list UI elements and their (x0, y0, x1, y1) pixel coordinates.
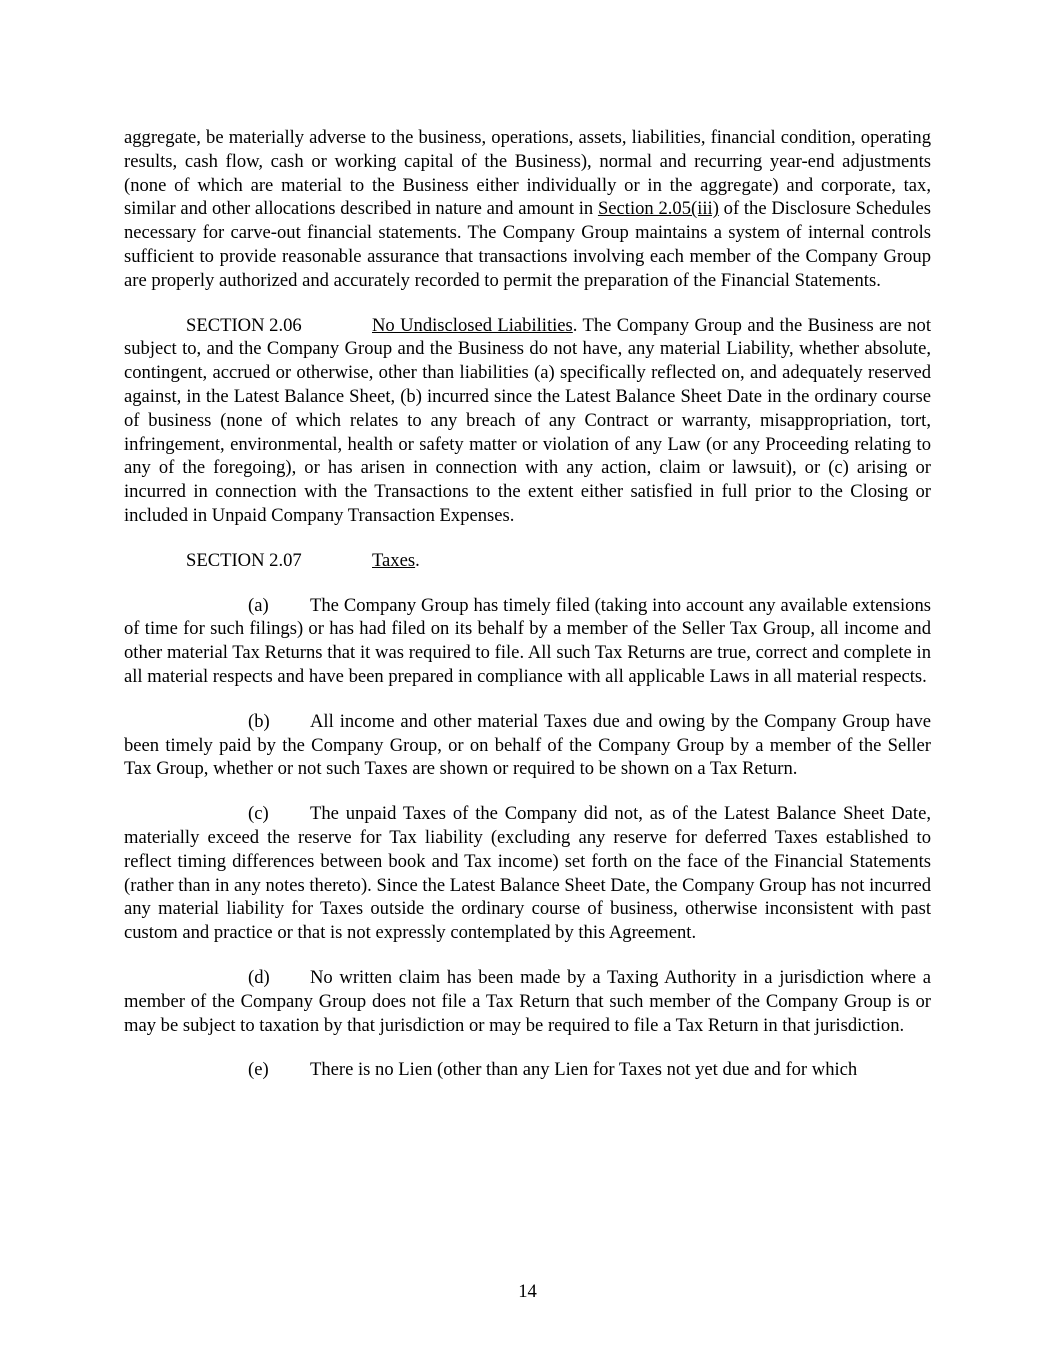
paragraph-text: aggregate, be materially adverse to the business, operations, assets, liabilities, financial condition, operating results, cash flow, cash or working capital of the Business), normal and recurring year-end adjustments (none of which are material to the Business either individually or in the aggregate) and corporate, tax, similar and other allocations described in nature and amount in (124, 127, 931, 220)
section-2-07-heading-line (124, 549, 931, 573)
subsection-label: (b) (248, 710, 270, 732)
subsection-text: No written claim has been made by a Taxing Authority in a jurisdiction where a member of the Company Group does not file a Tax Return that such member of the Company Group is or may be subject to taxation by that jurisdiction or may be required to file a Tax Return in that jurisdiction. (124, 966, 931, 1036)
section-2-07-number: SECTION 2.07 (186, 549, 302, 571)
subsection-label: (e) (248, 1059, 269, 1081)
subsection-label: (d) (248, 966, 270, 988)
paragraph-continuation (124, 126, 931, 293)
section-2-07-heading-period: . (415, 549, 420, 571)
section-2-07-heading: Taxes (372, 549, 416, 571)
section-2-06-paragraph (124, 314, 931, 528)
section-2-06-heading: No Undisclosed Liabilities (372, 314, 573, 336)
subsection-text: All income and other material Taxes due and owing by the Company Group have been timely paid by the Company Group, or on behalf of the Company Group by a member of the Seller Tax Group, whether or not such Taxes are shown or required to be shown on a Tax Return. (124, 710, 931, 780)
subsection-text: The unpaid Taxes of the Company did not, as of the Latest Balance Sheet Date, materially exceed the reserve for Tax liability (excluding any reserve for deferred Taxes established to reflect timing differences between book and Tax income) set forth on the face of the Financial Statements (rather than in any notes thereto). Since the Latest Balance Sheet Date, the Company Group has not incurred any material liability for Taxes outside the ordinary course of business, otherwise inconsistent with past custom and practice or that is not expressly contemplated by this Agreement. (124, 803, 932, 944)
subsection-text: The Company Group has timely filed (taking into account any available extensions of time for such filings) or has had filed on its behalf by a member of the Seller Tax Group, all income and other material Tax Returns that it was required to file. All such Tax Returns are true, correct and complete in all material respects and have been prepared in compliance with all applicable Laws in all material respects. (124, 594, 931, 687)
document-page (124, 126, 931, 1082)
subsection-text: There is no Lien (other than any Lien for Taxes not yet due and for which (310, 1059, 858, 1081)
section-2-06-text: . The Company Group and the Business are not subject to, and the Company Group and the Business do not have, any material Liability, whether absolute, contingent, accrued or otherwise, other than liabilities (a) specifically reflected on, and adequately reserved against, in the Latest Balance Sheet, (b) incurred since the Latest Balance Sheet Date in the ordinary course of business (none of which relates to any breach of any Contract or warranty, misappropriation, tort, infringement, environmental, health or safety matter or violation of any Law (or any Proceeding relating to any of the foregoing), or has arisen in connection with any action, claim or lawsuit), or (c) arising or incurred in connection with the Transactions to the extent either satisfied in full prior to the Closing or included in Unpaid Company Transaction Expenses. (124, 314, 931, 526)
subsection-label: (a) (248, 594, 269, 616)
subsection-c (124, 802, 931, 945)
subsection-a (124, 594, 931, 689)
section-2-06-number: SECTION 2.06 (186, 314, 302, 336)
page-number: 14 (518, 1281, 537, 1302)
subsection-label: (c) (248, 803, 269, 825)
section-2-05-iii-reference: Section 2.05(iii) (597, 198, 719, 220)
subsection-b (124, 710, 931, 781)
subsection-d (124, 966, 931, 1037)
subsection-e (124, 1058, 931, 1082)
paragraph-text: of the Disclosure Schedules necessary for carve-out financial statements. The Company Group maintains a system of internal controls sufficient to provide reasonable assurance that transactions involving each member of the Company Group are properly authorized and accurately recorded to permit the preparation of the Financial Statements. (124, 198, 932, 291)
